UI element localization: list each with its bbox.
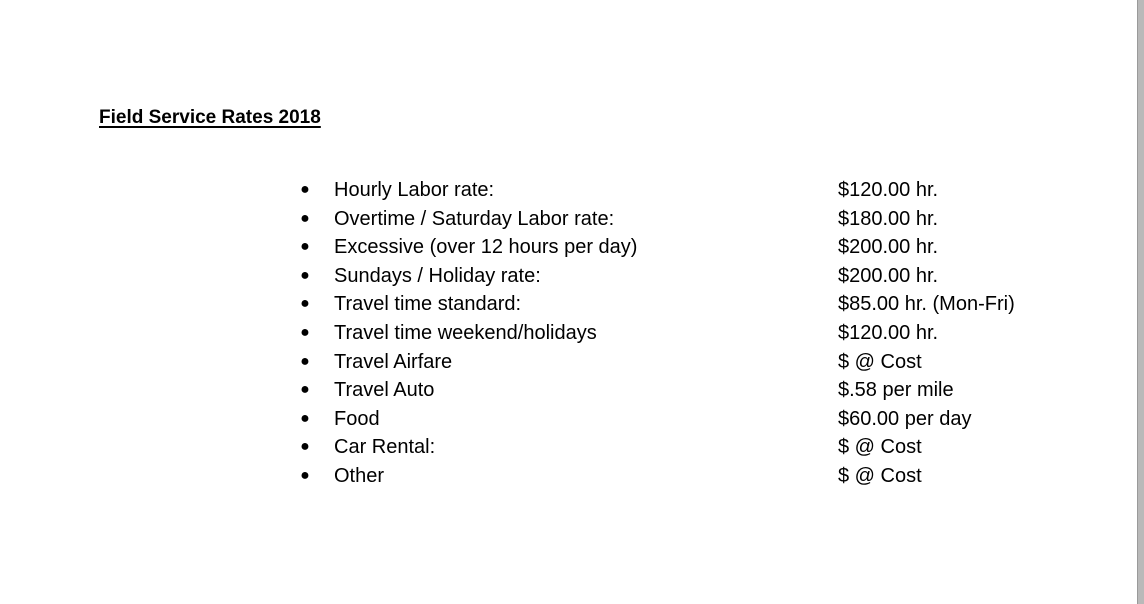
bullet-icon: ● [300,466,310,484]
rate-item [298,348,1058,377]
bullet-icon: ● [300,209,310,227]
bullet-icon: ● [300,438,310,456]
rate-item [298,290,1058,319]
rate-item [298,433,1058,462]
rate-value: $200.00 hr. [838,236,939,259]
rate-label: Car Rental: [334,436,436,459]
rate-label: Excessive (over 12 hours per day) [334,236,638,259]
rate-item [298,233,1058,262]
rate-label: Hourly Labor rate: [334,179,495,201]
rate-item [298,319,1058,348]
document-title: Field Service Rates 2018 [99,107,321,128]
rate-label: Travel time weekend/holidays [334,321,597,344]
rate-item [298,462,1058,491]
bullet-icon: ● [300,352,310,370]
bullet-icon: ● [300,381,310,399]
rate-item [298,176,1058,205]
rate-value: $120.00 hr. [838,321,939,344]
rate-label: Overtime / Saturday Labor rate: [334,207,615,230]
rate-item [298,262,1058,291]
rate-value: $ @ Cost [838,464,922,487]
window-edge [1137,0,1144,604]
bullet-icon: ● [300,266,310,284]
rate-label: Other [334,464,385,487]
rate-label: Food [334,407,380,430]
rate-value: $180.00 hr. [838,207,939,230]
rate-value: $ @ Cost [838,350,922,373]
rate-label: Travel time standard: [334,293,522,316]
rate-value: $85.00 hr. (Mon-Fri) [838,293,1015,316]
rate-label: Travel Airfare [334,350,453,373]
rate-value: $.58 per mile [838,379,954,402]
rate-label: Sundays / Holiday rate: [334,264,541,287]
bullet-icon: ● [300,238,310,256]
rate-item [298,376,1058,405]
rate-value: $ @ Cost [838,436,922,459]
bullet-icon: ● [300,181,310,198]
rate-item [298,405,1058,434]
rate-item [298,205,1058,234]
rate-value: $60.00 per day [838,407,972,430]
bullet-icon: ● [300,409,310,427]
rate-value: $200.00 hr. [838,264,939,287]
bullet-icon: ● [300,295,310,313]
bullet-icon: ● [300,323,310,341]
rate-value: $120.00 hr. [838,179,939,201]
rate-list [298,176,1058,491]
rate-label: Travel Auto [334,379,435,402]
